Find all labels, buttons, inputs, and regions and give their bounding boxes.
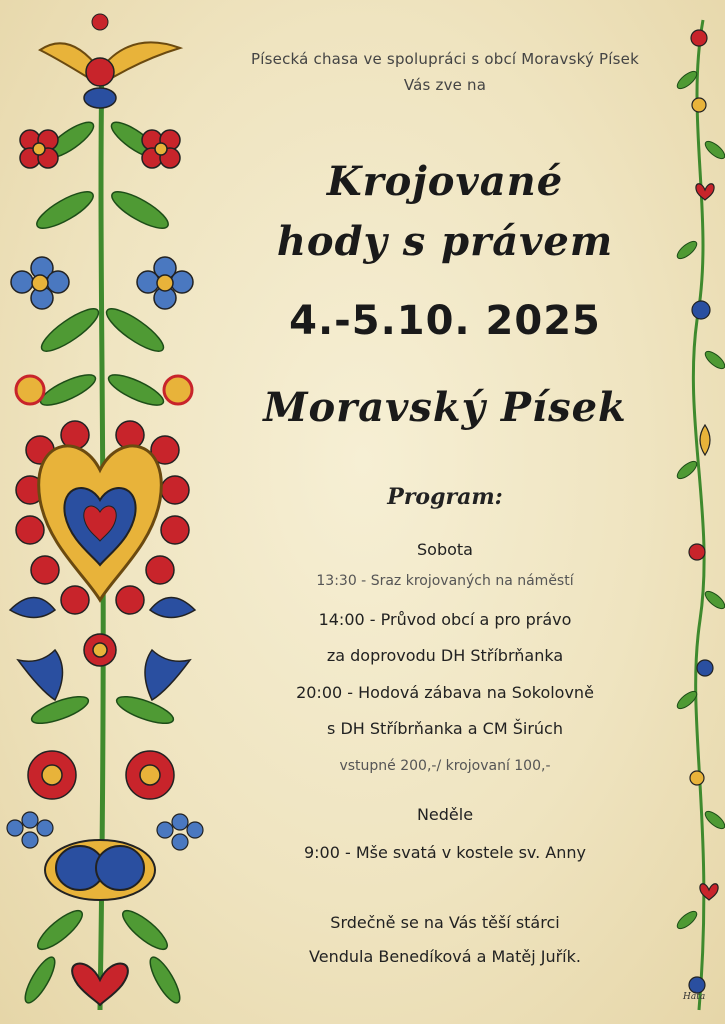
sunday-heading: Neděle xyxy=(416,805,474,824)
event-title-line1: Krojované xyxy=(326,158,564,205)
program-item: s DH Stříbrňanka a CM Širúch xyxy=(327,719,563,738)
event-place: Moravský Písek xyxy=(263,384,627,431)
program-item: 9:00 - Mše svatá v kostele sv. Anny xyxy=(303,843,586,862)
program-item: 20:00 - Hodová zábava na Sokolovně xyxy=(296,683,594,702)
program-item: za doprovodu DH Stříbrňanka xyxy=(326,646,564,665)
closing-line2: Vendula Benedíková a Matěj Juřík. xyxy=(309,947,581,966)
invitation-content xyxy=(215,0,675,1024)
saturday-heading: Sobota xyxy=(417,540,473,559)
program-item: 13:30 - Sraz krojovaných na náměstí xyxy=(316,573,574,589)
folk-ornament-left xyxy=(0,0,215,1024)
closing-line1: Srdečně se na Vás těší stárci xyxy=(330,913,560,932)
event-title-line2: hody s právem xyxy=(276,218,614,265)
program-heading: Program: xyxy=(387,484,503,510)
admission-note: vstupné 200,-/ krojovaní 100,- xyxy=(339,758,551,774)
intro-line-organizer: Písecká chasa ve spolupráci s obcí Moravský Písek xyxy=(251,50,639,68)
intro-line-invite: Vás zve na xyxy=(403,76,487,94)
artist-signature: Háta xyxy=(683,992,706,1002)
event-date: 4.-5.10. 2025 xyxy=(289,298,601,344)
folk-ornament-right xyxy=(675,0,725,1024)
program-item: 14:00 - Průvod obcí a pro právo xyxy=(318,610,572,629)
